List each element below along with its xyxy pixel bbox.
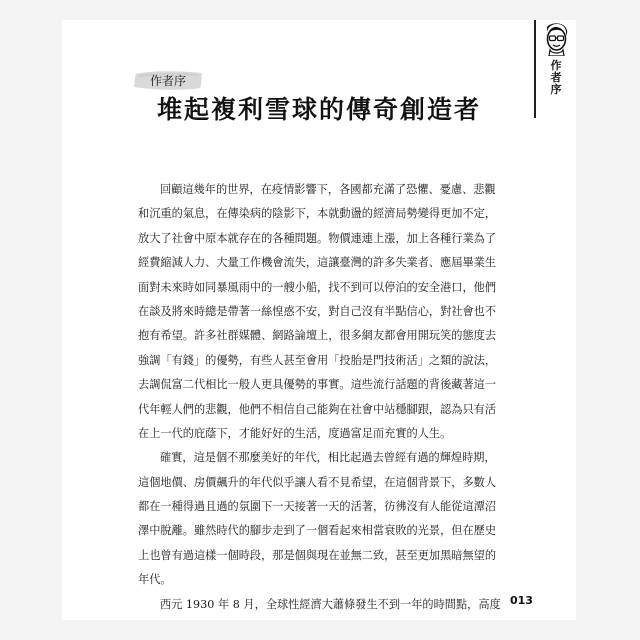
- text-line: 抱有希望。許多社群媒體、網路論壇上，很多網友都會用開玩笑的態度去: [138, 329, 497, 343]
- text-line: 放大了社會中原本就存在的各種問題。物價連連上漲，加上各種行業為了: [138, 231, 497, 245]
- text-line: 強調「有錢」的優勢，有些人甚至會用「投胎是門技術活」之類的說法，: [138, 353, 497, 367]
- section-label-badge: [132, 68, 204, 92]
- text-line: 上也曾有過這樣一個時段，那是個與現在並無二致，甚至更加黑暗無望的: [138, 548, 497, 562]
- book-page: [62, 20, 576, 620]
- side-tab-label-char: 者: [550, 71, 562, 84]
- text-line: 代年輕人們的悲觀，他們不相信自己能夠在社會中站穩腳跟，認為只有活: [138, 402, 497, 416]
- chapter-title: 堆起複利雪球的傳奇創造者: [156, 95, 481, 124]
- body-text: [138, 178, 510, 617]
- text-line: 和沉重的氣息，在傳染病的陰影下，本就動盪的經濟局勢變得更加不定，: [138, 207, 497, 221]
- side-tab-label-text: [551, 60, 562, 96]
- chapter-side-tab: [534, 20, 576, 118]
- text-line: 回顧這幾年的世界，在疫情影響下，各國都充滿了恐懼、憂慮、悲觀: [160, 183, 496, 196]
- text-line: 在上一代的庇蔭下，才能好好的生活，度過富足而充實的人生。: [138, 426, 452, 440]
- text-line: 澤中脫離。雖然時代的腳步走到了一個看起來相當衰敗的光景，但在歷史: [138, 524, 497, 538]
- text-line: 這個地價、房價飆升的年代似乎讓人看不見希望，在這個背景下，多數人: [138, 475, 497, 489]
- page-number: 013: [510, 594, 533, 607]
- side-tab-label-char: 作: [550, 59, 562, 72]
- side-tab-label: [551, 60, 562, 96]
- text-line: 去調侃富二代相比一般人更具優勢的事實。這些流行話題的背後藏著這一: [138, 378, 497, 392]
- text-line: 面對未來時如同暴風雨中的一艘小船，找不到可以停泊的安全港口，他們: [138, 280, 497, 294]
- text-line: 確實，這是個不那麼美好的年代，相比起過去曾經有過的輝煌時期，: [160, 451, 496, 465]
- section-label: 作者序: [149, 73, 186, 88]
- text-line: 都在一種得過且過的氛圍下一天接著一天的活著，彷彿沒有人能從這潭沼: [138, 500, 497, 514]
- author-face-icon: [541, 22, 571, 56]
- text-line: 在談及將來時總是帶著一絲惶惑不安，對自己沒有半點信心，對社會也不: [138, 304, 497, 318]
- side-tab-label-char: 序: [550, 83, 562, 96]
- text-line: 西元 1930 年 8 月，全球性經濟大蕭條發生不到一年的時間點，高度: [160, 597, 501, 611]
- text-line: 年代。: [138, 573, 172, 587]
- text-line: 經費縮減人力、大量工作機會流失，這讓臺灣的許多失業者、應屆畢業生: [138, 256, 497, 270]
